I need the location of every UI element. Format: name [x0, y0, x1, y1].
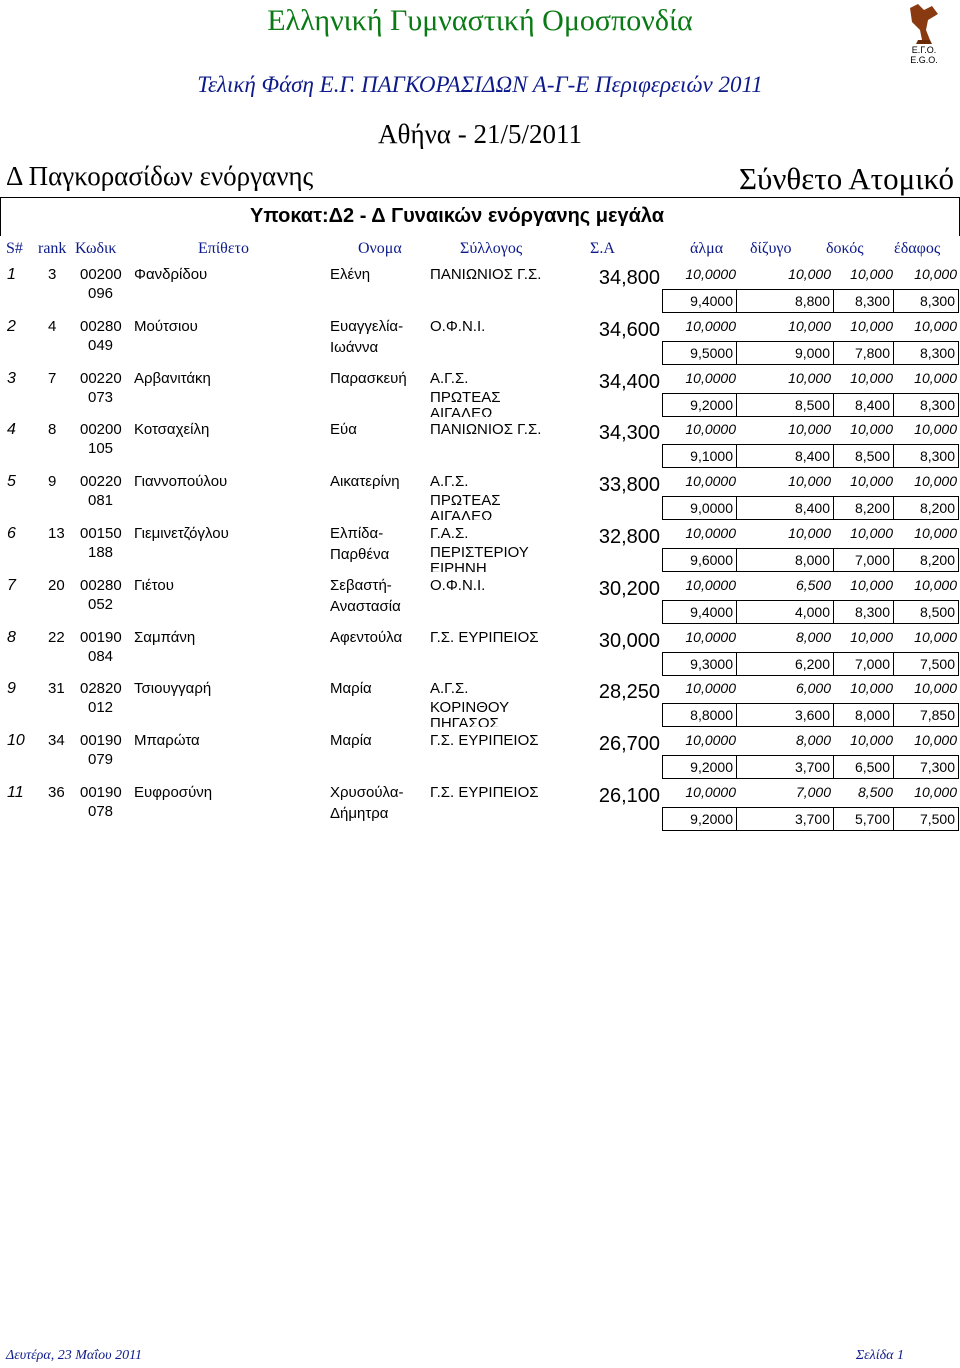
bars-d-score: 10,000 [788, 317, 831, 334]
athlete-code-part2: 081 [88, 492, 114, 510]
bars-e-score: 6,200 [736, 652, 834, 676]
club-name-line2: ΠΡΩΤΕΑΣ [430, 492, 501, 510]
athlete-surname: Φανδρίδου [134, 266, 208, 283]
athlete-rank: 13 [48, 525, 65, 542]
athlete-seq-number: 1 [7, 266, 16, 283]
total-score: 30,000 [598, 629, 660, 652]
beam-e-score: 8,400 [833, 393, 894, 417]
vault-e-score: 9,4000 [662, 289, 737, 313]
bars-e-score: 8,400 [736, 444, 834, 468]
bars-e-score: 3,700 [736, 755, 834, 779]
athlete-surname: Γιαννοπούλου [134, 473, 228, 491]
floor-d-score: 10,000 [914, 628, 957, 645]
total-score: 26,700 [598, 733, 660, 756]
beam-e-score: 8,200 [833, 496, 894, 520]
club-name-line1: Γ.Σ. ΕΥΡΙΠΕΙΟΣ [430, 784, 539, 801]
table-row [0, 677, 960, 729]
table-row [0, 418, 960, 470]
athlete-surname: Σαμπάνη [134, 628, 196, 646]
table-row [0, 315, 960, 367]
vault-e-score: 9,2000 [662, 807, 737, 831]
athlete-code-part2: 012 [88, 699, 114, 717]
col-header-name: Ονομα [358, 240, 402, 257]
floor-d-score: 10,000 [914, 525, 957, 541]
floor-e-score: 7,500 [893, 807, 959, 831]
athlete-seq-number: 10 [7, 732, 25, 750]
athlete-code-part1: 00280 [80, 576, 122, 594]
club-name-line1: Ο.Φ.Ν.Ι. [430, 576, 486, 594]
floor-d-score: 10,000 [914, 473, 957, 490]
svg-text:E.G.O.: E.G.O. [910, 55, 938, 65]
col-header-surname: Επίθετο [198, 240, 249, 257]
col-header-num: S# [6, 240, 23, 257]
athlete-rank: 34 [48, 732, 65, 750]
bars-e-score: 9,000 [736, 341, 834, 365]
vault-d-score: 10,0000 [685, 525, 736, 541]
athlete-surname: Τσιουγγαρή [134, 680, 212, 698]
vault-d-score: 10,0000 [685, 317, 736, 334]
vault-d-score: 10,0000 [685, 421, 736, 438]
beam-d-score: 10,000 [850, 680, 893, 697]
athlete-rank: 22 [48, 628, 65, 646]
club-name-line3: ΠΗΓΑΣΟΣ [430, 715, 499, 728]
total-score: 34,400 [598, 370, 660, 393]
floor-e-score: 8,200 [893, 548, 959, 572]
floor-e-score: 7,500 [893, 652, 959, 676]
beam-e-score: 6,500 [833, 755, 894, 779]
athlete-code-part2: 096 [88, 285, 114, 302]
athlete-seq-number: 9 [7, 680, 16, 698]
beam-e-score: 8,300 [833, 600, 894, 624]
club-name-line3: ΕΙΡΗΝΗ [430, 560, 487, 572]
athlete-name-line1: Εύα [330, 421, 357, 439]
beam-e-score: 7,000 [833, 548, 894, 572]
athlete-seq-number: 8 [7, 628, 16, 646]
athlete-code-part1: 00220 [80, 369, 122, 387]
floor-d-score: 10,000 [914, 732, 957, 749]
floor-e-score: 8,300 [893, 393, 959, 417]
org-title: Ελληνική Γυμναστική Ομοσπονδία [267, 4, 693, 37]
vault-d-score: 10,0000 [685, 266, 736, 282]
bars-d-score: 6,000 [795, 680, 831, 697]
beam-d-score: 10,000 [850, 317, 893, 334]
athlete-code-part2: 049 [88, 336, 114, 354]
floor-e-score: 8,200 [893, 496, 959, 520]
bars-e-score: 8,400 [736, 496, 834, 520]
winged-victory-logo-icon [888, 0, 958, 66]
floor-d-score: 10,000 [914, 576, 957, 593]
club-name-line2: ΠΕΡΙΣΤΕΡΙΟΥ [430, 544, 529, 561]
floor-e-score: 7,300 [893, 755, 959, 779]
athlete-surname: Γιέτου [134, 576, 174, 594]
athlete-code-part2: 078 [88, 803, 114, 820]
floor-e-score: 8,300 [893, 444, 959, 468]
col-header-beam: δοκός [826, 240, 864, 257]
table-row [0, 263, 960, 315]
table-row [0, 367, 960, 419]
athlete-code-part2: 052 [88, 595, 114, 613]
beam-e-score: 8,000 [833, 703, 894, 727]
bars-e-score: 8,800 [736, 289, 834, 313]
athlete-surname: Ευφροσύνη [134, 784, 213, 801]
svg-text:Ε.Γ.Ο.: Ε.Γ.Ο. [911, 45, 937, 55]
floor-d-score: 10,000 [914, 266, 957, 282]
athlete-surname: Κοτσαχείλη [134, 421, 210, 439]
col-header-floor: έδαφος [894, 240, 941, 257]
table-row [0, 781, 960, 833]
vault-e-score: 9,2000 [662, 755, 737, 779]
athlete-code-part1: 00190 [80, 784, 122, 801]
table-row [0, 470, 960, 522]
total-score: 30,200 [598, 577, 660, 600]
bars-e-score: 8,000 [736, 548, 834, 572]
table-row [0, 574, 960, 626]
col-header-bars: δίζυγο [750, 240, 792, 257]
vault-e-score: 9,1000 [662, 444, 737, 468]
vault-e-score: 9,0000 [662, 496, 737, 520]
ego-logo [888, 0, 958, 66]
bars-d-score: 10,000 [788, 473, 831, 490]
vault-d-score: 10,0000 [685, 732, 736, 749]
athlete-code-part2: 073 [88, 388, 114, 406]
footer-page-number: Σελίδα 1 [855, 1348, 904, 1363]
table-row [0, 626, 960, 678]
bars-d-score: 10,000 [788, 369, 831, 386]
athlete-name-line1: Ελένη [330, 266, 371, 283]
athlete-surname: Αρβανιτάκη [134, 369, 211, 387]
athlete-name-line1: Μαρία [330, 680, 372, 698]
subcategory-title: Υποκατ:Δ2 - Δ Γυναικών ενόργανης μεγάλα [250, 205, 665, 227]
athlete-seq-number: 2 [7, 317, 16, 335]
beam-e-score: 5,700 [833, 807, 894, 831]
col-header-vault: άλμα [690, 240, 724, 257]
table-row [0, 522, 960, 574]
bars-d-score: 10,000 [788, 421, 831, 438]
beam-d-score: 10,000 [850, 732, 893, 749]
athlete-code-part2: 079 [88, 751, 114, 769]
athlete-seq-number: 11 [7, 784, 24, 801]
athlete-code-part2: 084 [88, 647, 114, 665]
athlete-code-part1: 00190 [80, 732, 122, 750]
event-title: Τελική Φάση Ε.Γ. ΠΑΓΚΟΡΑΣΙΔΩΝ Α-Γ-Ε Περιφερειών 2011 [197, 72, 763, 97]
athlete-code-part1: 02820 [80, 680, 122, 698]
beam-d-score: 10,000 [850, 473, 893, 490]
beam-e-score: 7,000 [833, 652, 894, 676]
floor-d-score: 10,000 [914, 369, 957, 386]
bars-d-score: 6,500 [795, 576, 831, 593]
beam-e-score: 8,500 [833, 444, 894, 468]
athlete-code-part2: 105 [88, 440, 114, 458]
club-name-line1: Α.Γ.Σ. [430, 473, 469, 491]
athlete-code-part1: 00150 [80, 525, 122, 542]
athlete-name-line2: Δήμητρα [330, 805, 389, 822]
bars-e-score: 8,500 [736, 393, 834, 417]
bars-d-score: 8,000 [795, 732, 831, 749]
athlete-rank: 3 [48, 266, 57, 283]
beam-d-score: 10,000 [850, 421, 893, 438]
athlete-name-line1: Παρασκευή [330, 369, 407, 387]
athlete-rank: 9 [48, 473, 57, 491]
athlete-name-line1: Αφεντούλα [330, 628, 403, 646]
vault-d-score: 10,0000 [685, 576, 736, 593]
col-header-code: Κωδικ [75, 240, 117, 257]
club-name-line3: ΑΙΓΑΛΕΩ [430, 508, 493, 521]
city-date: Αθήνα - 21/5/2011 [378, 119, 582, 149]
col-header-rank: rank [38, 240, 67, 257]
club-name-line2: ΠΡΩΤΕΑΣ [430, 388, 501, 406]
floor-e-score: 8,300 [893, 341, 959, 365]
club-name-line3: ΑΙΓΑΛΕΩ [430, 404, 493, 417]
floor-d-score: 10,000 [914, 680, 957, 697]
total-score: 34,300 [598, 422, 660, 445]
athlete-rank: 36 [48, 784, 65, 801]
beam-d-score: 10,000 [850, 369, 893, 386]
vault-e-score: 9,6000 [662, 548, 737, 572]
athlete-name-line1: Ευαγγελία- [330, 317, 404, 335]
total-score: 26,100 [598, 785, 660, 807]
category-title: Δ Παγκορασίδων ενόργανης [6, 161, 314, 191]
club-name-line1: Ο.Φ.Ν.Ι. [430, 317, 486, 335]
vault-e-score: 9,5000 [662, 341, 737, 365]
athlete-surname: Μούτσιου [134, 317, 198, 335]
total-score: 33,800 [598, 474, 660, 497]
athlete-seq-number: 4 [7, 421, 16, 439]
athlete-name-line1: Σεβαστή- [330, 576, 392, 594]
athlete-code-part2: 188 [88, 544, 114, 561]
beam-d-score: 10,000 [850, 576, 893, 593]
vault-d-score: 10,0000 [685, 680, 736, 697]
club-name-line1: Γ.Σ. ΕΥΡΙΠΕΙΟΣ [430, 628, 539, 646]
bars-d-score: 10,000 [788, 525, 831, 541]
athlete-rank: 31 [48, 680, 65, 698]
col-header-total: Σ.Α [590, 240, 615, 257]
vault-d-score: 10,0000 [685, 784, 736, 800]
total-score: 34,600 [598, 318, 660, 341]
floor-d-score: 10,000 [914, 784, 957, 800]
athlete-name-line2: Παρθένα [330, 546, 390, 563]
athlete-rank: 7 [48, 369, 57, 387]
athlete-name-line1: Ελπίδα- [330, 525, 384, 542]
vault-e-score: 8,8000 [662, 703, 737, 727]
table-row [0, 729, 960, 781]
athlete-rank: 4 [48, 317, 57, 335]
club-name-line1: Α.Γ.Σ. [430, 680, 469, 698]
beam-d-score: 10,000 [850, 266, 893, 282]
bars-e-score: 4,000 [736, 600, 834, 624]
athlete-rank: 8 [48, 421, 57, 439]
athlete-surname: Γιεμινετζόγλου [134, 525, 229, 542]
athlete-name-line1: Μαρία [330, 732, 372, 750]
total-score: 34,800 [598, 267, 660, 289]
athlete-seq-number: 6 [7, 525, 16, 542]
floor-d-score: 10,000 [914, 421, 957, 438]
vault-d-score: 10,0000 [685, 369, 736, 386]
athlete-code-part1: 00200 [80, 421, 122, 439]
club-name-line2: ΚΟΡΙΝΘΟΥ [430, 699, 510, 717]
athlete-seq-number: 3 [7, 369, 16, 387]
club-name-line1: ΠΑΝΙΩΝΙΟΣ Γ.Σ. [430, 266, 542, 283]
club-name-line1: ΠΑΝΙΩΝΙΟΣ Γ.Σ. [430, 421, 542, 439]
floor-e-score: 8,300 [893, 289, 959, 313]
bars-d-score: 7,000 [795, 784, 831, 800]
bars-d-score: 10,000 [788, 266, 831, 282]
club-name-line1: Γ.Σ. ΕΥΡΙΠΕΙΟΣ [430, 732, 539, 750]
athlete-seq-number: 7 [7, 576, 16, 594]
floor-e-score: 7,850 [893, 703, 959, 727]
athlete-name-line2: Αναστασία [330, 597, 401, 615]
athlete-rank: 20 [48, 576, 65, 594]
floor-e-score: 8,500 [893, 600, 959, 624]
beam-d-score: 10,000 [850, 525, 893, 541]
bars-e-score: 3,600 [736, 703, 834, 727]
total-score: 32,800 [598, 526, 660, 548]
athlete-name-line2: Ιωάννα [330, 338, 379, 356]
vault-e-score: 9,3000 [662, 652, 737, 676]
vault-e-score: 9,4000 [662, 600, 737, 624]
beam-e-score: 8,300 [833, 289, 894, 313]
competition-type: Σύνθετο Ατομικό [738, 161, 954, 196]
athlete-surname: Μπαρώτα [134, 732, 200, 750]
floor-d-score: 10,000 [914, 317, 957, 334]
vault-d-score: 10,0000 [685, 473, 736, 490]
athlete-code-part1: 00280 [80, 317, 122, 335]
athlete-name-line1: Αικατερίνη [330, 473, 400, 491]
athlete-seq-number: 5 [7, 473, 16, 491]
vault-e-score: 9,2000 [662, 393, 737, 417]
beam-d-score: 8,500 [857, 784, 893, 800]
athlete-name-line1: Χρυσούλα- [330, 784, 404, 801]
total-score: 28,250 [598, 681, 660, 704]
club-name-line1: Α.Γ.Σ. [430, 369, 469, 387]
athlete-code-part1: 00220 [80, 473, 122, 491]
beam-e-score: 7,800 [833, 341, 894, 365]
footer-date: Δευτέρα, 23 Μαΐου 2011 [6, 1348, 143, 1363]
bars-e-score: 3,700 [736, 807, 834, 831]
bars-d-score: 8,000 [795, 628, 831, 645]
club-name-line1: Γ.Α.Σ. [430, 525, 469, 542]
beam-d-score: 10,000 [850, 628, 893, 645]
athlete-code-part1: 00200 [80, 266, 122, 283]
col-header-club: Σύλλογος [460, 240, 523, 257]
vault-d-score: 10,0000 [685, 628, 736, 645]
athlete-code-part1: 00190 [80, 628, 122, 646]
